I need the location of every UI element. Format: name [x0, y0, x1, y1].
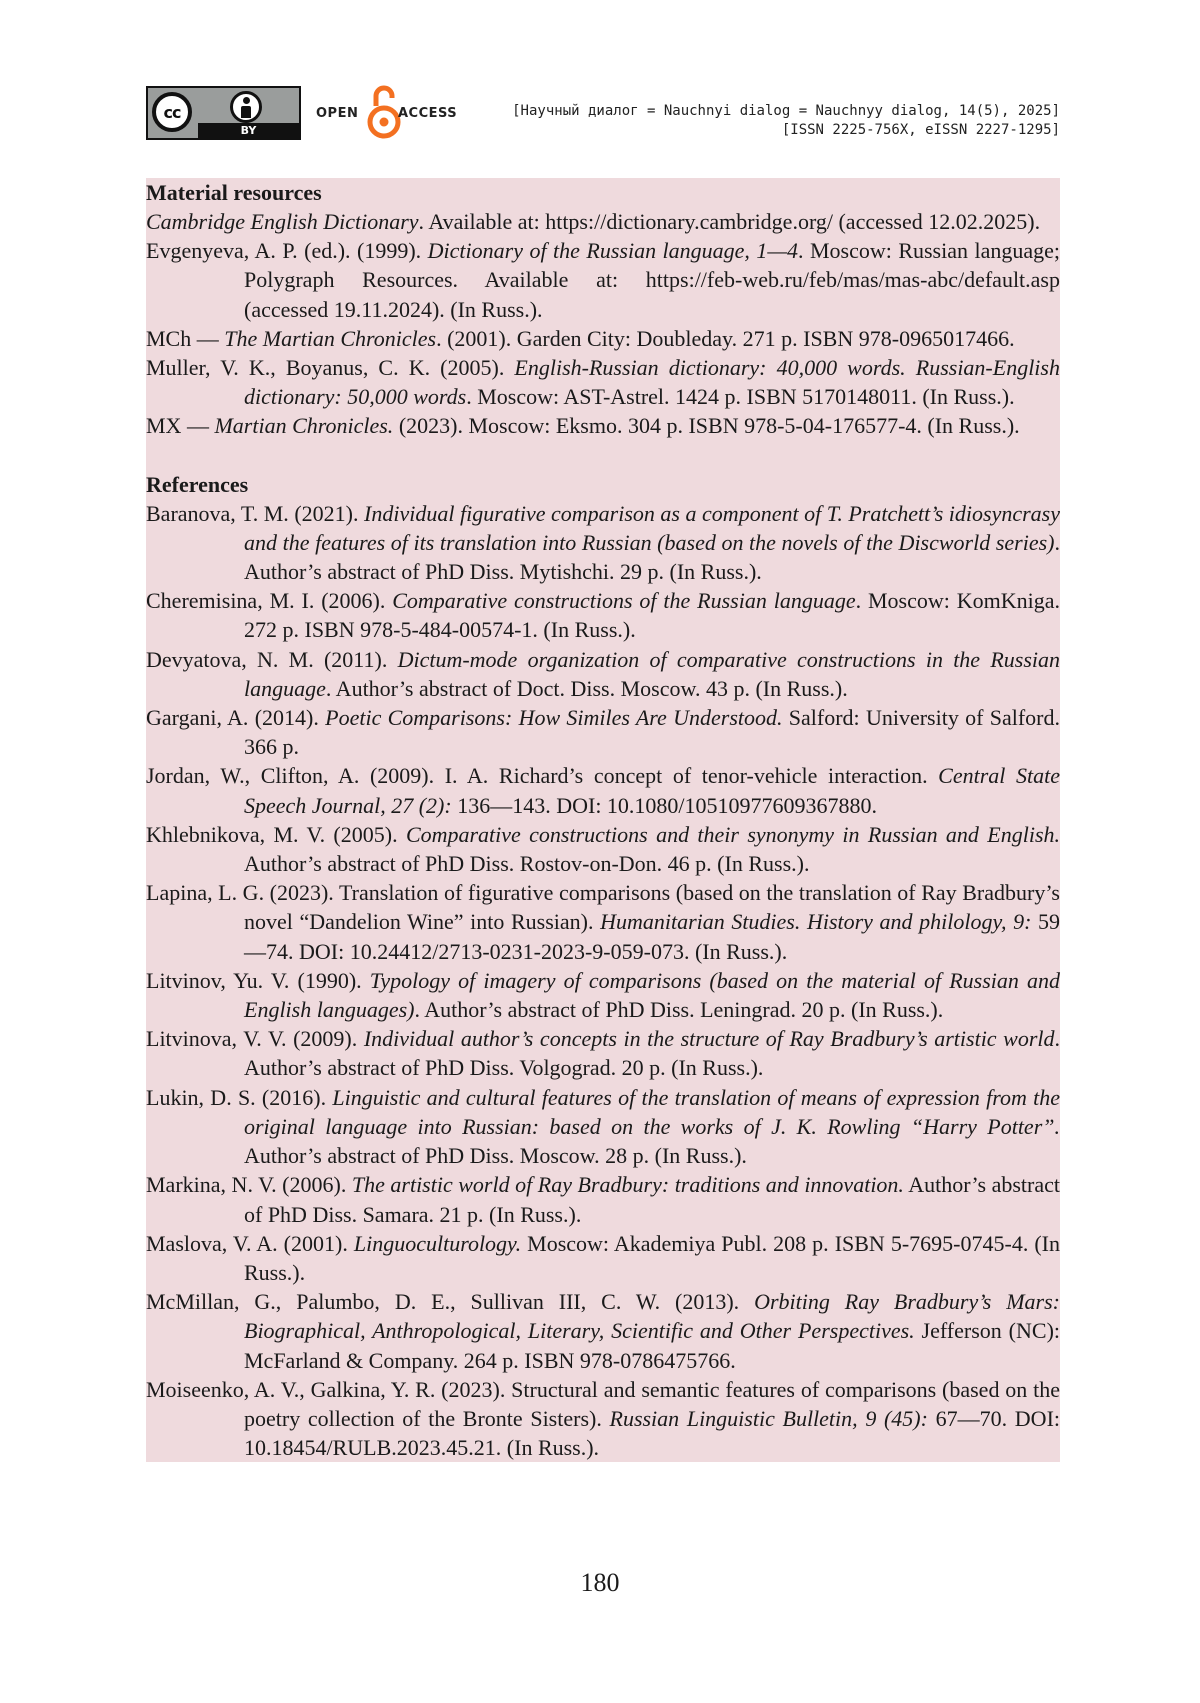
reference-details: . Author’s abstract of Doct. Diss. Moscow. 43 p. (In Russ.).	[325, 675, 848, 701]
section-heading-references: References	[146, 471, 249, 497]
reference-title: Central State Speech Journal, 27 (2):	[244, 763, 1060, 818]
reference-title: Typology of imagery of comparisons (based on the material of Russian and English languages)	[244, 967, 1060, 1023]
reference-title: Cambridge English Dictionary	[146, 209, 419, 234]
reference-entry	[146, 324, 1060, 353]
reference-entry	[146, 586, 1060, 644]
open-access-open-text: OPEN	[316, 106, 359, 121]
open-access-logo	[316, 84, 476, 142]
reference-entry	[146, 1229, 1060, 1287]
by-label: BY	[198, 123, 299, 138]
reference-title: Russian Linguistic Bulletin, 9 (45):	[609, 1405, 928, 1431]
reference-authors: Baranova, T. M. (2021).	[146, 500, 365, 526]
references-panel	[146, 178, 1060, 1462]
reference-details: . (2001). Garden City: Doubleday. 271 p. ISBN 978-0965017466.	[436, 325, 1015, 351]
reference-authors: Lapina, L. G. (2023). Translation of figurative comparisons (based on the translation of Ray Bradbury’s novel “Dandelion Wine” into Russian).	[146, 880, 1060, 935]
reference-authors: Cheremisina, M. I. (2006).	[146, 588, 393, 614]
reference-authors: Evgenyeva, A. P. (ed.). (1999).	[146, 238, 428, 264]
page-number: 180	[580, 1568, 620, 1597]
reference-title: Poetic Comparisons: How Similes Are Understood.	[325, 705, 783, 731]
references-section	[146, 470, 1060, 1463]
reference-entry	[146, 703, 1060, 761]
reference-authors: Jordan, W., Clifton, A. (2009). I. A. Richard’s concept of tenor-vehicle interaction.	[146, 763, 939, 789]
reference-authors: Markina, N. V. (2006).	[146, 1172, 352, 1198]
reference-entry	[146, 411, 1060, 440]
reference-details: . Author’s abstract of PhD Diss. Mytishchi. 29 p. (In Russ.).	[244, 529, 1060, 585]
reference-details: . Author’s abstract of PhD Diss. Volgograd. 20 p. (In Russ.).	[244, 1026, 1060, 1081]
reference-entry	[146, 236, 1060, 324]
reference-entry	[146, 207, 1060, 236]
material-resources-list	[146, 207, 1060, 441]
reference-authors: MX —	[146, 413, 215, 439]
reference-authors: Maslova, V. A. (2001).	[146, 1230, 354, 1256]
reference-authors: Moiseenko, A. V., Galkina, Y. R. (2023). Structural and semantic features of comparisons (based on the poetry collection of the Bronte Sisters).	[146, 1376, 1060, 1431]
open-access-access-text: ACCESS	[398, 106, 458, 121]
reference-title: Linguistic and cultural features of the translation of means of expression from the original language into Russian: based on the works of J. K. Rowling “Harry Potter”.	[244, 1084, 1060, 1139]
reference-entry	[146, 1287, 1060, 1375]
journal-citation-line-1: [Научный диалог = Nauchnyi dialog = Nauchnyy dialog, 14(5), 2025]	[512, 103, 1060, 119]
reference-details: 59—74. DOI: 10.24412/2713-0231-2023-9-059-073. (In Russ.).	[244, 909, 1061, 964]
reference-details: Salford: University of Salford. 366 p.	[244, 705, 1060, 760]
reference-details: . Available at: https://dictionary.cambridge.org/ (accessed 12.02.2025).	[418, 209, 1041, 234]
reference-title: Martian Chronicles.	[214, 413, 394, 439]
journal-citation	[512, 102, 1060, 140]
reference-title: Orbiting Ray Bradbury’s Mars: Biographical, Anthropological, Literary, Scientific and Other Perspectives.	[244, 1289, 1060, 1344]
reference-authors: Gargani, A. (2014).	[146, 705, 326, 731]
reference-details: . Moscow: Russian language; Polygraph Resources. Available at: https://feb-web.ru/feb/mas/mas-abc/default.asp (accessed 19.11.2024). (In Russ.).	[244, 238, 1060, 322]
reference-details: Jefferson (NC): McFarland & Company. 264 p. ISBN 978-0786475766.	[244, 1318, 1061, 1373]
reference-title: The artistic world of Ray Bradbury: traditions and innovation.	[351, 1172, 904, 1198]
reference-entry	[146, 353, 1060, 411]
reference-details: . Author’s abstract of PhD Diss. Leningrad. 20 p. (In Russ.).	[414, 997, 944, 1023]
reference-details: . Moscow: KomKniga. 272 p. ISBN 978-5-484-00574-1. (In Russ.).	[244, 588, 1061, 643]
reference-authors: Lukin, D. S. (2016).	[146, 1084, 333, 1110]
cc-by-license-badge[interactable]	[146, 86, 301, 140]
reference-authors: McMillan, G., Palumbo, D. E., Sullivan III, C. W. (2013).	[146, 1289, 755, 1315]
reference-details: Author’s abstract of PhD Diss. Moscow. 28 p. (In Russ.).	[244, 1143, 747, 1169]
section-heading-material: Material resources	[146, 180, 322, 205]
reference-title: Linguoculturology.	[353, 1230, 522, 1256]
reference-title: Individual figurative comparison as a component of T. Pratchett’s idiosyncrasy and the features of its translation into Russian (based on the novels of the Discworld series)	[244, 500, 1060, 555]
reference-details: 67—70. DOI: 10.18454/RULB.2023.45.21. (In Russ.).	[244, 1405, 1061, 1461]
reference-title: Comparative constructions and their synonymy in Russian and English.	[405, 821, 1061, 847]
reference-authors: Muller, V. K., Boyanus, C. K. (2005).	[146, 355, 515, 381]
reference-title: Individual author’s concepts in the structure of Ray Bradbury’s artistic world	[363, 1026, 1055, 1052]
reference-title: Comparative constructions of the Russian language	[392, 588, 856, 614]
reference-authors: Litvinov, Yu. V. (1990).	[146, 967, 370, 993]
page-header	[146, 84, 1060, 144]
references-list	[146, 499, 1060, 1463]
reference-authors: MCh —	[146, 325, 225, 351]
reference-title: Humanitarian Studies. History and philology, 9:	[600, 909, 1032, 935]
reference-details: Author’s abstract of PhD Diss. Samara. 21 p. (In Russ.).	[244, 1172, 1061, 1227]
reference-authors: Devyatova, N. M. (2011).	[146, 646, 398, 672]
reference-details: Author’s abstract of PhD Diss. Rostov-on-Don. 46 p. (In Russ.).	[244, 851, 810, 877]
reference-title: Dictionary of the Russian language, 1—4	[427, 238, 798, 264]
reference-entry	[146, 1024, 1060, 1082]
reference-entry	[146, 878, 1060, 966]
reference-details: Moscow: Akademiya Publ. 208 p. ISBN 5-7695-0745-4. (In Russ.).	[244, 1230, 1060, 1285]
reference-entry	[146, 966, 1060, 1024]
open-access-lock-icon	[366, 84, 402, 140]
reference-entry	[146, 1170, 1060, 1228]
attribution-icon	[230, 91, 262, 123]
cc-icon: cc	[152, 92, 192, 132]
reference-details: 136—143. DOI: 10.1080/10510977609367880.	[451, 792, 878, 818]
reference-entry	[146, 820, 1060, 878]
reference-title: English-Russian dictionary: 40,000 words. Russian-English dictionary: 50,000 words	[244, 355, 1060, 410]
reference-title: Dictum-mode organization of comparative constructions in the Russian language	[244, 646, 1060, 701]
reference-entry	[146, 1375, 1060, 1463]
reference-authors: Khlebnikova, M. V. (2005).	[146, 821, 406, 847]
reference-entry	[146, 761, 1060, 819]
reference-entry	[146, 499, 1060, 587]
reference-details: . Moscow: AST-Astrel. 1424 p. ISBN 5170148011. (In Russ.).	[466, 384, 1015, 410]
reference-details: (2023). Moscow: Eksmo. 304 p. ISBN 978-5-04-176577-4. (In Russ.).	[393, 413, 1020, 439]
reference-authors: Litvinova, V. V. (2009).	[146, 1026, 364, 1052]
reference-entry	[146, 1083, 1060, 1171]
journal-issn-line: [ISSN 2225-756X, eISSN 2227-1295]	[781, 122, 1060, 138]
material-resources-section	[146, 178, 1060, 441]
reference-title: The Martian Chronicles	[224, 325, 437, 351]
reference-entry	[146, 645, 1060, 703]
